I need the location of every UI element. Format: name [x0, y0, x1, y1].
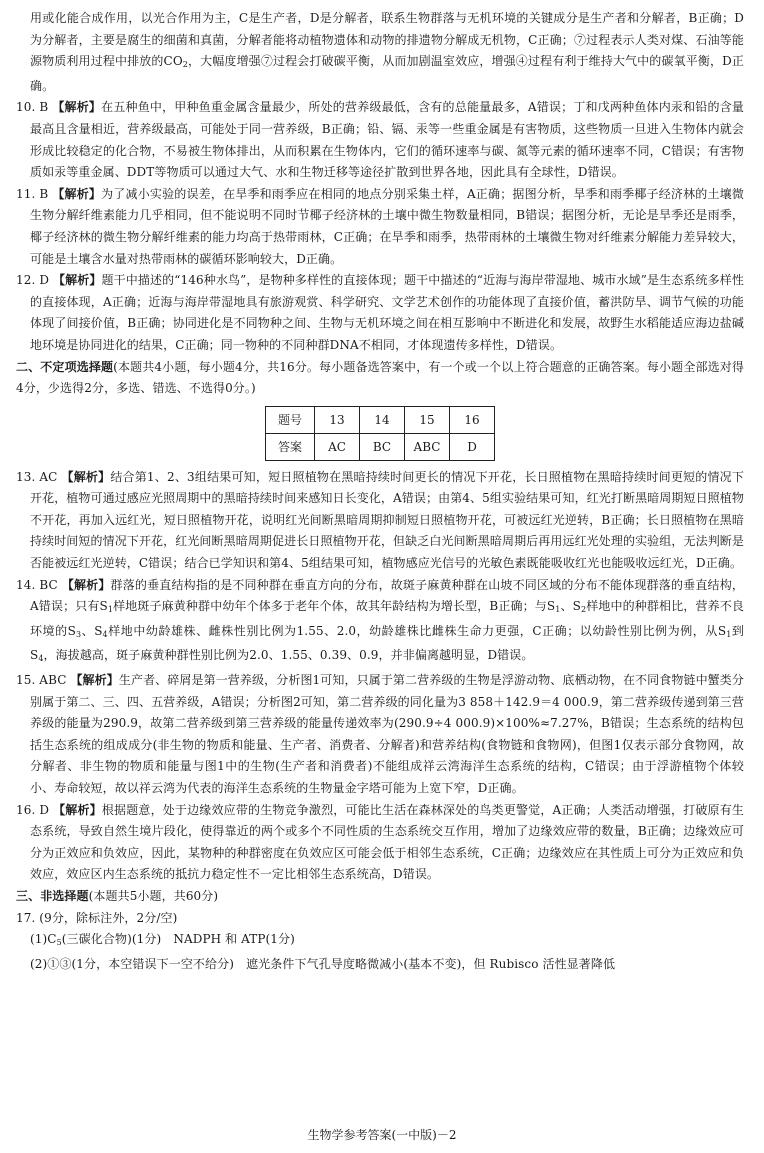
table-cell: ABC — [405, 433, 450, 460]
question-13-explanation — [16, 467, 744, 575]
q9-line-3b: ，大幅度增强⑦过程会打破碳平衡，从而加剧温室 — [187, 54, 456, 69]
table-cell: AC — [315, 433, 360, 460]
q9-line-1: 用或化能合成作用，以光合作用为主，C是生产者，D是分解者，联系生物群落与无机环境的关键成分是生产者和分 — [30, 11, 652, 25]
q14-text-b: 样地斑子麻黄种群中幼年个体多于老年个体，故其年龄结构为增长型，B正确；与S — [113, 599, 556, 614]
question-10-explanation — [16, 97, 744, 183]
subscript: 4 — [38, 654, 44, 664]
section-2-title: 二、不定项选择题 — [16, 359, 114, 374]
q14-text-d: 样地中的种群相比，营养不良环境的S — [30, 599, 744, 638]
table-cell: 13 — [315, 406, 360, 433]
table-cell: D — [450, 433, 495, 460]
subscript: 4 — [102, 629, 108, 639]
question-12-explanation — [16, 270, 744, 356]
q14-analysis-tag: 【解析】 — [61, 577, 111, 592]
q16-analysis-tag: 【解析】 — [53, 802, 102, 817]
question-14-explanation — [16, 575, 744, 670]
answer-table-wrapper — [16, 406, 744, 461]
q16-text: 根据题意，处于边缘效应带的生物竞争激烈，可能比生活在森林深处的鸟类更警觉，A正确；人类活动增强，打破原有生态系统，导致自然生境片段化，使得靠近的两个或多个不同性质的生态系统交互作用，增加了边缘效应带的数量，B正确；边缘效应可分为正效应和负效应，因此，某物种的种群密度在负效应区可能会低于相邻生态系统，C正确；边缘效应在其性质上可分为正效应和负效应，效应区内生态系统的抵抗力稳定性不一定比相邻生态系统高，D错误。 — [30, 802, 744, 882]
table-cell: 16 — [450, 406, 495, 433]
section-2-instructions: (本题共4小题，每小题4分，共16分。每小题备选答案中，有一个或一个以上符合题意的正确答案。每小题全部选对得4分，少选得2分，多选、错选、不选得0分。) — [16, 359, 745, 396]
subscript: 1 — [555, 605, 561, 615]
question-16-explanation — [16, 800, 744, 886]
q9-line-3a: 确；⑦过程表示人类对煤、石油等能源物质利用过程中排放的CO — [30, 32, 744, 69]
q16-number: 16. D — [16, 802, 50, 817]
q14-text-e: 、S — [81, 623, 103, 638]
subscript: 1 — [726, 629, 732, 639]
q11-analysis-tag: 【解析】 — [52, 186, 102, 201]
q14-number: 14. BC — [16, 577, 58, 592]
subscript: 3 — [76, 629, 82, 639]
q11-text: 为了减小实验的误差，在旱季和雨季应在相同的地点分别采集土样，A正确；据图分析，旱季和雨季椰子经济林的土壤微生物分解纤维素能力几乎相同，但不能说明不同时节椰子经济林的土壤中微生物数量相同，B错误；据图分析，无论是旱季还是雨季，椰子经济林的微生物分解纤维素的能力均高于热带雨林，C正确；在旱季和雨季，热带雨林的土壤微生物对纤维素分解能力差异较大，可能是土壤含水量对热带雨林的碳循环影响较大，D正确。 — [30, 186, 744, 266]
q14-text-f: 样地中幼龄雄株、雌株性别比例为1.55、2.0，幼龄雄株比雌株生命力更强，C正确；以幼龄性别比例为例，从S — [107, 623, 727, 638]
q9-line-2: 解者，B正确；D为分解者，主要是腐生的细菌和真菌，分解者能将动植物遗体和动物的排遗物分解成无机物，C正 — [30, 11, 744, 47]
q14-text-c: 、S — [560, 599, 581, 614]
table-row — [266, 433, 495, 460]
table-row — [266, 406, 495, 433]
answer-table — [265, 406, 495, 461]
table-header-question-number: 题号 — [266, 406, 315, 433]
q13-text: 结合第1、2、3组结果可知，短日照植物在黑暗持续时间更长的情况下开花，长日照植物在黑暗持续时间更短的情况下开花，植物可通过感应光照周期中的黑暗持续时间来感知日长变化，A错误；由第4、5组实验结果可知，红光打断黑暗周期短日照植物不开花，再加入远红光，短日照植物开花，说明红光间断黑暗周期抑制短日照植物开花，可被远红光逆转，B正确；长日照植物在黑暗持续时间短的情况下开花，红光间断黑暗周期促进长日照植物开花，但缺乏白光间断黑暗周期后再用远红光处理的实验组，无法判断是否能被远红光逆转，C错误；结合已学知识和第4、5组结果可知，植物感应光信号的光敏色素既能吸收红光也能吸收远红光，D正确。 — [30, 469, 744, 571]
q9-line-4: 效应，增强④过程有利于维持大气中的碳氧平衡，D正确。 — [30, 54, 745, 93]
section-3-heading — [16, 886, 744, 908]
q15-number: 15. ABC — [16, 673, 67, 688]
subscript: 2 — [580, 605, 587, 615]
q15-analysis-tag: 【解析】 — [70, 673, 119, 688]
q14-text-g: 到S — [30, 623, 744, 663]
section-2-heading — [16, 357, 744, 400]
section-3-instructions: (本题共5小题，共60分) — [88, 888, 219, 903]
q10-text: 在五种鱼中，甲种鱼重金属含量最少，所处的营养级最低，含有的总能量最多，A错误；丁和戊两种鱼体内汞和铅的含量最高且含量相近，营养级最高，可能处于同一营养级，B正确；铅、镉、汞等一些重金属是有害物质，这些物质一旦进入生物体内就会形成比较稳定的化合物，不易被生物体排出，从而积累在生物体内，它们的循环速率与碳、氮等元素的循环速率不同，C错误；有害物质如汞等重金属、DDT等物质可以通过大气、水和生物迁移等途径扩散到世界各地，因此具有全球性，D错误。 — [30, 100, 744, 180]
q15-text: 生产者、碎屑是第一营养级，分析图1可知，只属于第二营养级的生物是浮游动物、底栖动物，在不同食物链中蟹类分别属于第二、三、四、五营养级，A错误；分析图2可知，第二营养级的同化量为3 858＋142.9＝4 000.9，第二营养级传递到第三营养级的能量为290.9，故第二营养级到第三营养级的能量传递效率为(290.9÷4 000.9)×100%≈7.27%，B错误；生态系统的结构包括生态系统的组成成分(非生物的物质和能量、生产者、消费者、分解者)和营养结构(食物链和食物网)，但图1仅表示部分食物网，故分解者、非生物的物质和能量与图1中的生物(生产者和消费者)不能组成祥云湾海洋生态系统的结构，C错误；由于浮游植物个体较小、寿命较短，故以祥云湾为代表的海洋生态系统的生物量金字塔可能为上宽下窄，D正确。 — [30, 673, 744, 795]
q10-analysis-tag: 【解析】 — [52, 100, 102, 115]
table-cell: 15 — [405, 406, 450, 433]
q14-text-h: ，海拔越高，斑子麻黄种群性别比例为2.0、1.55、0.39、0.9，并非偏离越明显，D错误。 — [43, 648, 534, 663]
q12-text: 题干中描述的“146种水鸟”，是物种多样性的直接体现；题干中描述的“近海与海岸带湿地、城市水域”是生态系统多样性的直接体现，A正确；近海与海岸带湿地具有旅游观赏、科学研究、文学艺术创作的功能体现了直接价值，蓄洪防旱、调节气候的功能体现了间接价值，B正确；协同进化是不同物种之间、生物与无机环境之间在相互影响中不断进化和发展，故野生水稻能适应海边盐碱地环境是协同进化的结果，C正确；同一物种的不同种群DNA不相同，才体现遗传多样性，D错误。 — [30, 273, 744, 352]
page-footer: 生物学参考答案(一中版)－2 — [307, 1128, 457, 1142]
co2-subscript: 2 — [182, 60, 188, 70]
q12-analysis-tag: 【解析】 — [53, 273, 102, 288]
subscript: 5 — [56, 938, 62, 948]
q17-a1-pre: (1)C — [30, 932, 57, 947]
q13-analysis-tag: 【解析】 — [61, 469, 111, 484]
q12-number: 12. D — [16, 273, 50, 288]
q14-text-a: 群落的垂直结构指的是不同种群在垂直方向的分布，故斑子麻黄种群在山坡不同区域的分布不能体现群落的垂直结构，A错误；只有S — [30, 577, 744, 614]
question-17-answer-1 — [16, 929, 744, 954]
subscript: 1 — [107, 605, 114, 615]
q17-a1-post: (三碳化合物)(1分) NADPH 和 ATP(1分) — [61, 932, 295, 947]
q11-number: 11. B — [16, 186, 49, 201]
question-17-heading: 17. (9分，除标注外，2分/空) — [16, 910, 178, 925]
paragraph-q9-continued — [16, 8, 744, 97]
table-header-answer: 答案 — [266, 433, 315, 460]
question-17-answer-2: (2)①③(1分，本空错误下一空不给分) 遮光条件下气孔导度略微减小(基本不变)，但 Rubisco 活性显著降低 — [30, 956, 616, 971]
table-cell: BC — [360, 433, 405, 460]
table-cell: 14 — [360, 406, 405, 433]
section-3-title: 三、非选择题 — [16, 888, 89, 903]
q13-number: 13. AC — [16, 469, 58, 484]
question-11-explanation — [16, 184, 744, 270]
q10-number: 10. B — [16, 100, 49, 115]
question-15-explanation — [16, 670, 744, 800]
